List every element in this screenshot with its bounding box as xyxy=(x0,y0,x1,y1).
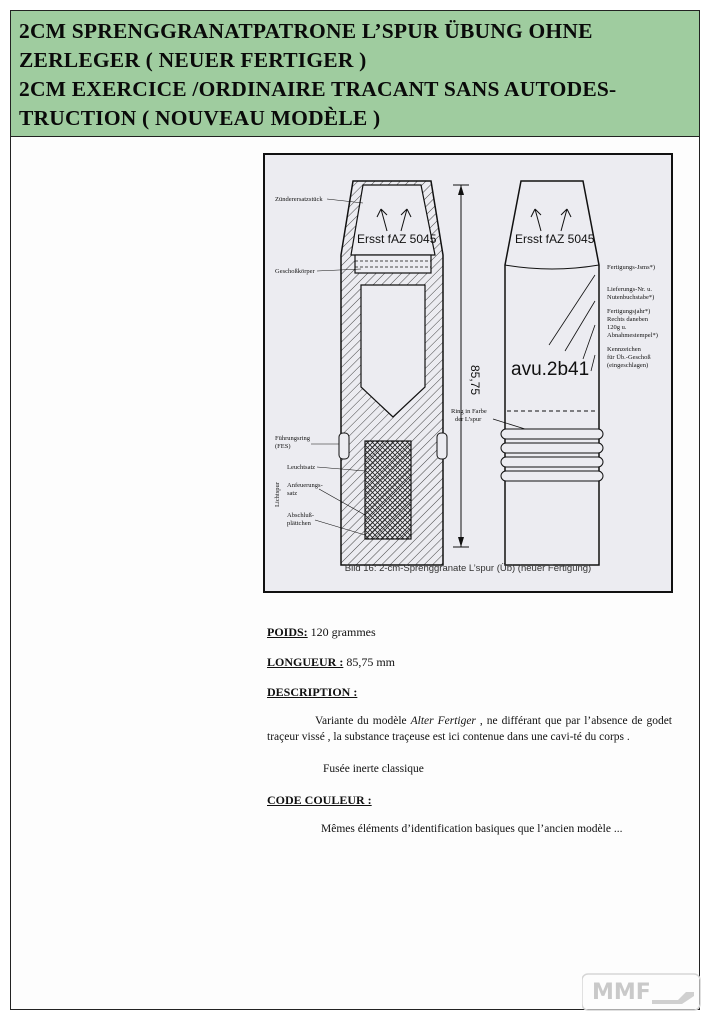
code-couleur-text: Mêmes éléments d’identification basiques que l’ancien modèle ... xyxy=(321,823,623,835)
site-watermark xyxy=(582,970,702,1014)
dimension-value: 85,75 xyxy=(468,365,482,396)
label-ring-1: Ring in Farbe xyxy=(451,408,487,415)
label-mark3-1: Fertigungsjahr*) xyxy=(607,308,651,315)
label-mark1: Fertigungs-Jsms*) xyxy=(607,264,656,271)
label-mark2-1: Lieferungs-Nr. u. xyxy=(607,286,652,293)
label-ring-2: der L’spur xyxy=(455,416,482,423)
description-text-em: Alter Fertiger xyxy=(410,715,476,727)
label-mark3-2: Rechts daneben xyxy=(607,316,648,323)
page-frame xyxy=(10,10,700,1010)
figure-caption: Bild 16: 2-cm-Sprenggranate L’spur (Üb) (neuer Fertigung) xyxy=(344,563,592,574)
projectile-diagram xyxy=(265,155,671,591)
label-igniter-2: satz xyxy=(287,490,298,497)
label-mark4-2: für Üb.-Geschoß xyxy=(607,354,651,361)
code-couleur-heading xyxy=(267,793,372,808)
fuze-stamp-left: Ersst fAZ 5045 xyxy=(357,232,437,246)
label-side: Lichtspur xyxy=(274,482,281,507)
description-text-a: Variante du modèle xyxy=(315,715,411,727)
label-igniter-1: Anfeuerungs- xyxy=(287,482,323,489)
label-body: Geschoßkörper xyxy=(275,268,315,275)
poids-value: 120 grammes xyxy=(307,625,376,639)
label-tracer: Leuchtsatz xyxy=(287,464,316,471)
title-line-2: ZERLEGER ( NEUER FERTIGER ) xyxy=(19,48,367,72)
watermark-text: MMF xyxy=(592,980,651,1005)
body-marking: avu.2b41 xyxy=(511,359,590,380)
code-couleur-label: CODE COULEUR : xyxy=(267,793,372,807)
poids-row xyxy=(267,625,376,640)
label-mark4-3: (eingeschlagen) xyxy=(607,362,649,369)
label-mark4-1: Kennzeichen xyxy=(607,346,641,353)
title-line-3: 2CM EXERCICE /ORDINAIRE TRACANT SANS AUTODES- xyxy=(19,77,617,101)
label-disc-1: Abschluß- xyxy=(287,512,315,519)
label-band-1: Führungsring xyxy=(275,435,311,442)
title-line-1: 2CM SPRENGGRANATPATRONE L’SPUR ÜBUNG OHNE xyxy=(19,19,593,43)
description-heading xyxy=(267,685,357,700)
dimension-line xyxy=(453,185,482,547)
longueur-label: LONGUEUR : xyxy=(267,655,344,669)
title-banner xyxy=(11,11,699,137)
title-line-4: TRUCTION ( NOUVEAU MODÈLE ) xyxy=(19,106,381,130)
description-text-b: , ne différant que par l’absence de godet traçeur vissé , la substance traçeuse est ici contenue dans une cavi-té du corps . xyxy=(267,715,672,743)
technical-drawing xyxy=(263,153,673,593)
poids-label: POIDS: xyxy=(267,625,308,639)
exterior-projectile xyxy=(493,181,603,565)
label-mark3-3: 120g u. xyxy=(607,324,627,331)
longueur-row xyxy=(267,655,395,670)
longueur-value: 85,75 mm xyxy=(343,655,396,669)
sectioned-projectile xyxy=(339,181,447,565)
fuze-stamp-right: Ersst fAZ 5045 xyxy=(515,232,595,246)
label-mark3-4: Abnahmestempel*) xyxy=(607,332,658,339)
label-band-2: (FES) xyxy=(275,443,291,450)
label-mark2-2: Nutenbuchstabe*) xyxy=(607,294,655,301)
description-text xyxy=(267,713,672,745)
fuse-line: Fusée inerte classique xyxy=(323,763,424,775)
label-fuze: Zünderersatzstück xyxy=(275,196,323,203)
description-label: DESCRIPTION : xyxy=(267,685,358,699)
label-disc-2: plättchen xyxy=(287,520,311,527)
